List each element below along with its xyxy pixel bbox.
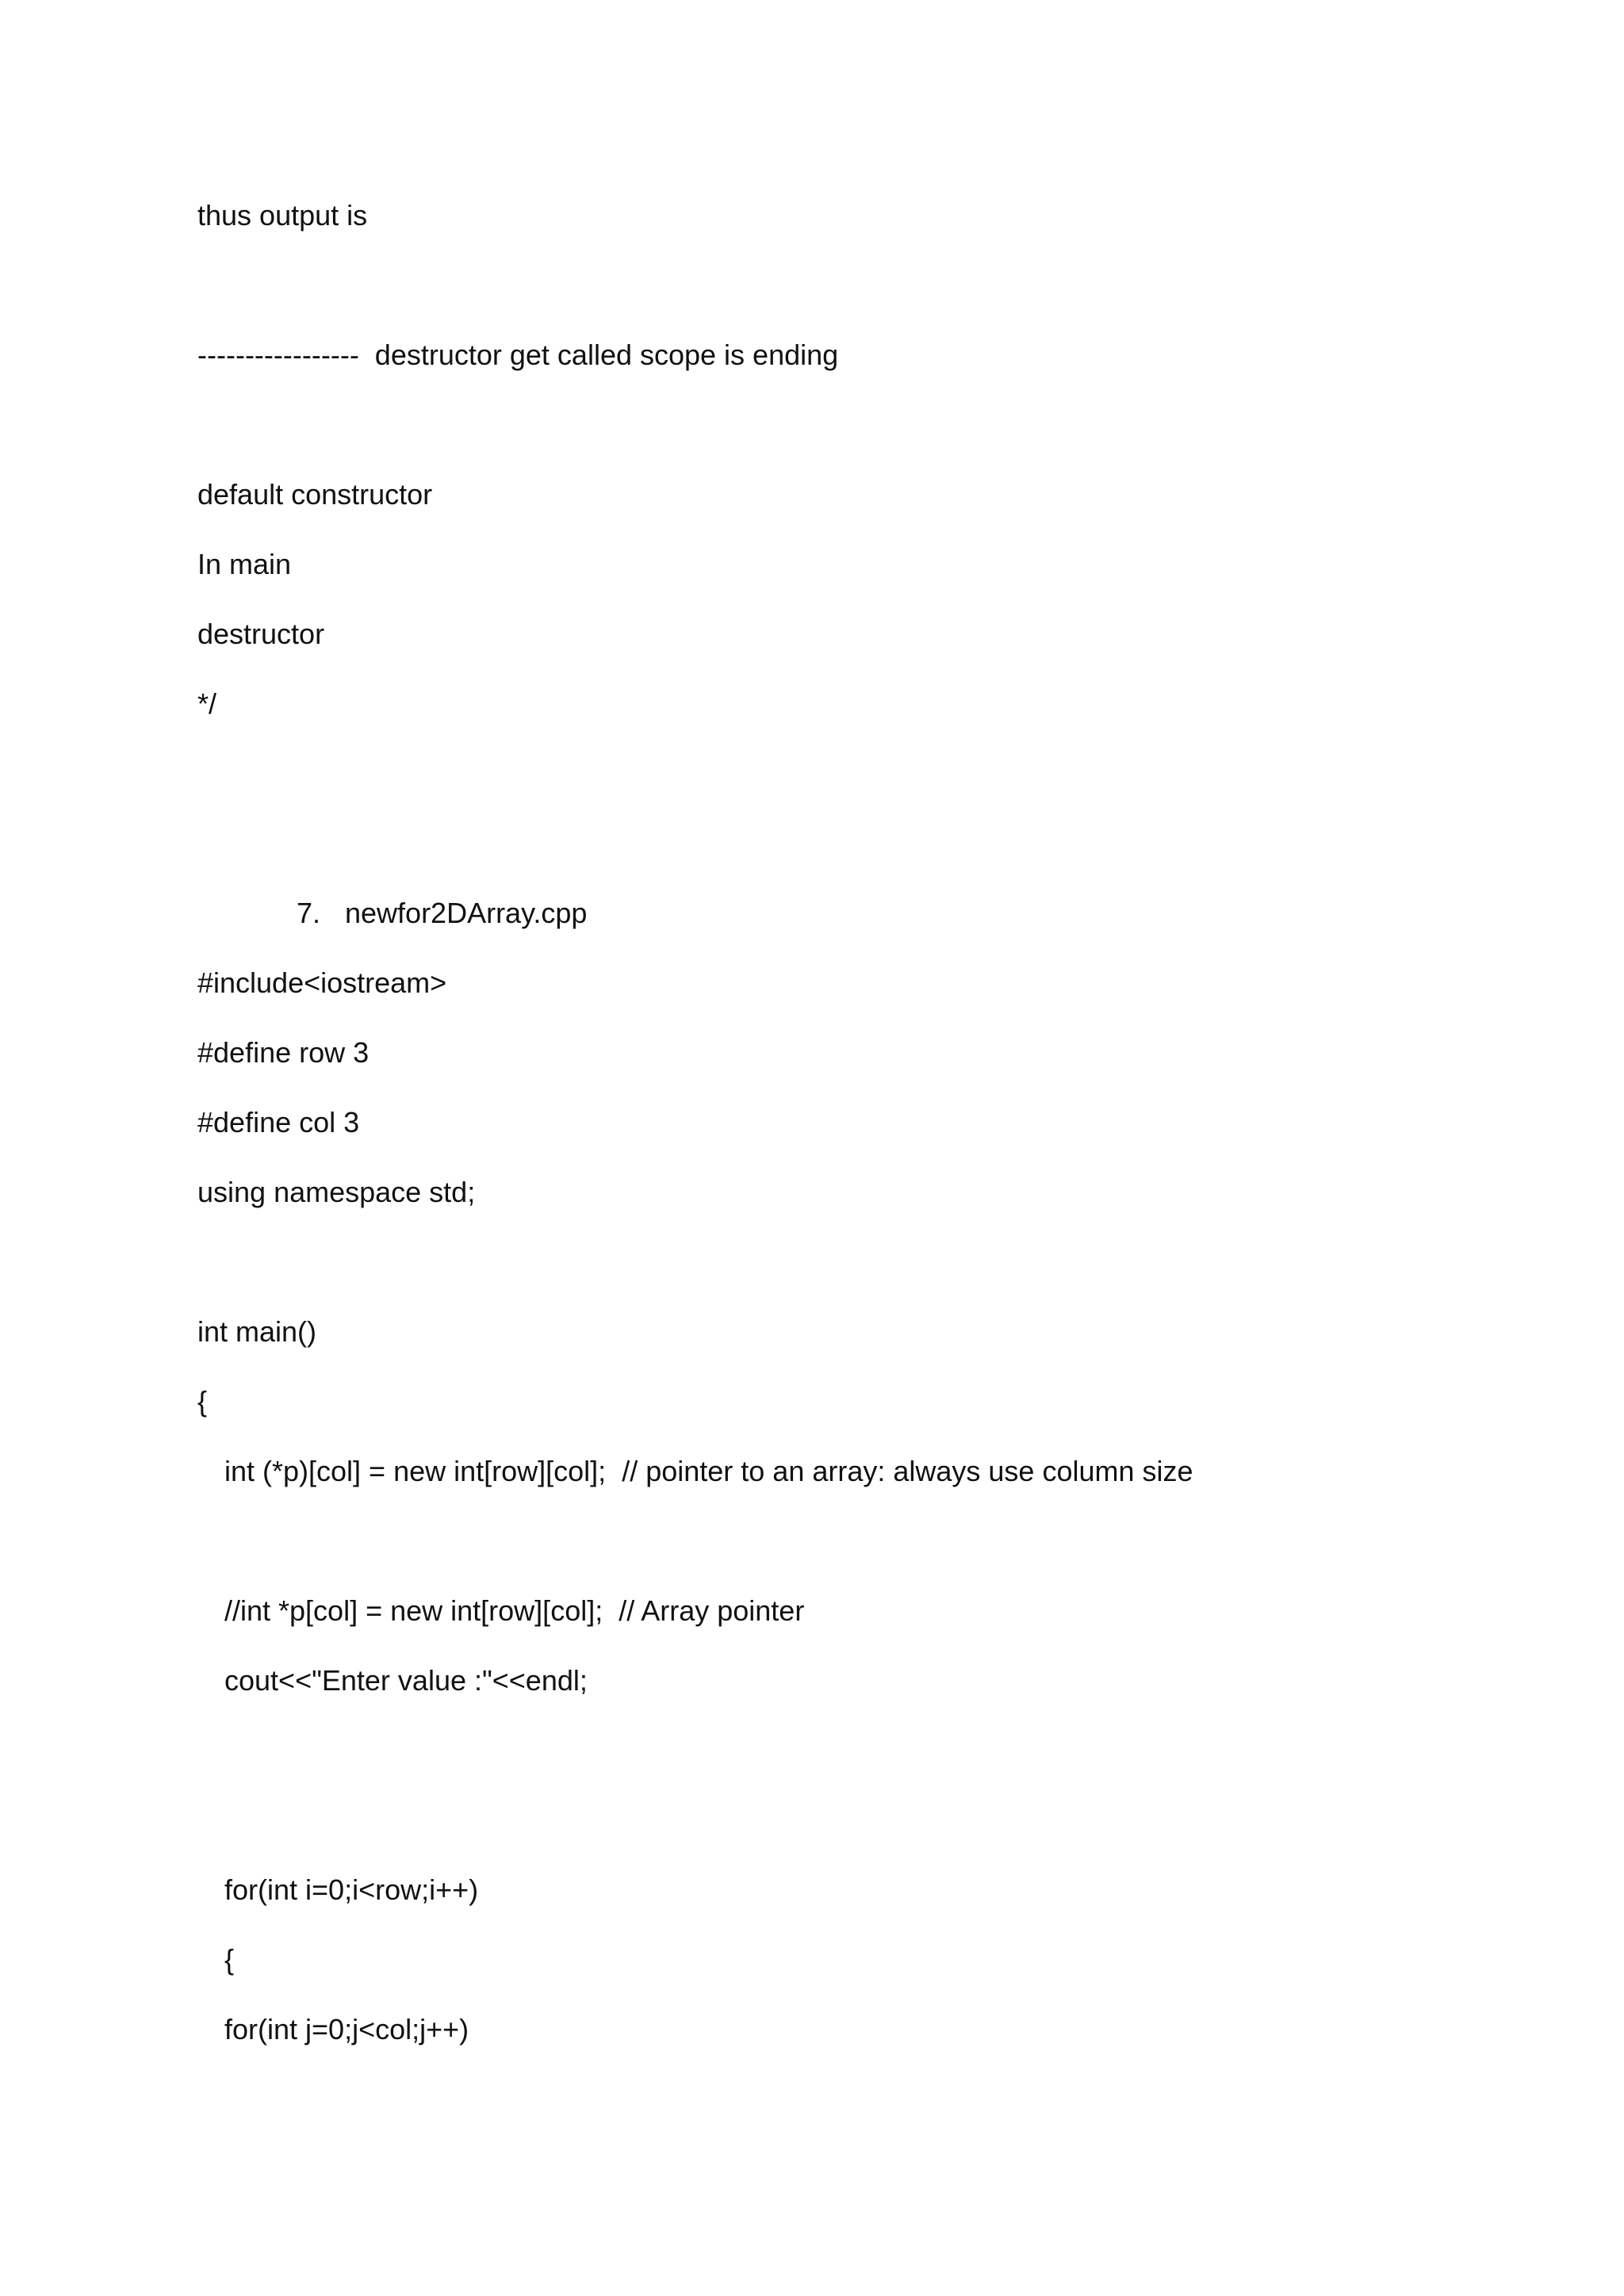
text-line-destructor-note: ----------------- destructor get called scope is ending	[197, 339, 839, 371]
code-line-inner-open-brace: {	[224, 1943, 235, 1976]
code-line-pointer-declaration: int (*p)[col] = new int[row][col]; // pointer to an array: always use column size	[224, 1455, 1193, 1487]
code-line-main-signature: int main()	[197, 1315, 317, 1348]
code-line-define-col: #define col 3	[197, 1106, 360, 1138]
text-line-in-main: In main	[197, 548, 292, 580]
list-item-title: newfor2DArray.cpp	[345, 897, 588, 929]
code-line-inner-for: for(int j=0;j<col;j++)	[224, 2013, 469, 2045]
code-line-define-row: #define row 3	[197, 1036, 370, 1069]
text-line-default-constructor: default constructor	[197, 478, 433, 511]
text-line-comment-end: */	[197, 687, 217, 720]
code-line-cout-prompt: cout<<"Enter value :"<<endl;	[224, 1664, 588, 1697]
code-line-using-namespace: using namespace std;	[197, 1176, 476, 1208]
text-line-output-heading: thus output is	[197, 199, 368, 232]
code-line-open-brace: {	[197, 1385, 208, 1418]
list-item-number: 7.	[297, 897, 321, 929]
text-line-destructor: destructor	[197, 618, 325, 650]
code-line-commented-array-pointer: //int *p[col] = new int[row][col]; // Array pointer	[224, 1594, 805, 1627]
code-line-include: #include<iostream>	[197, 966, 447, 999]
code-line-outer-for: for(int i=0;i<row;i++)	[224, 1873, 479, 1906]
